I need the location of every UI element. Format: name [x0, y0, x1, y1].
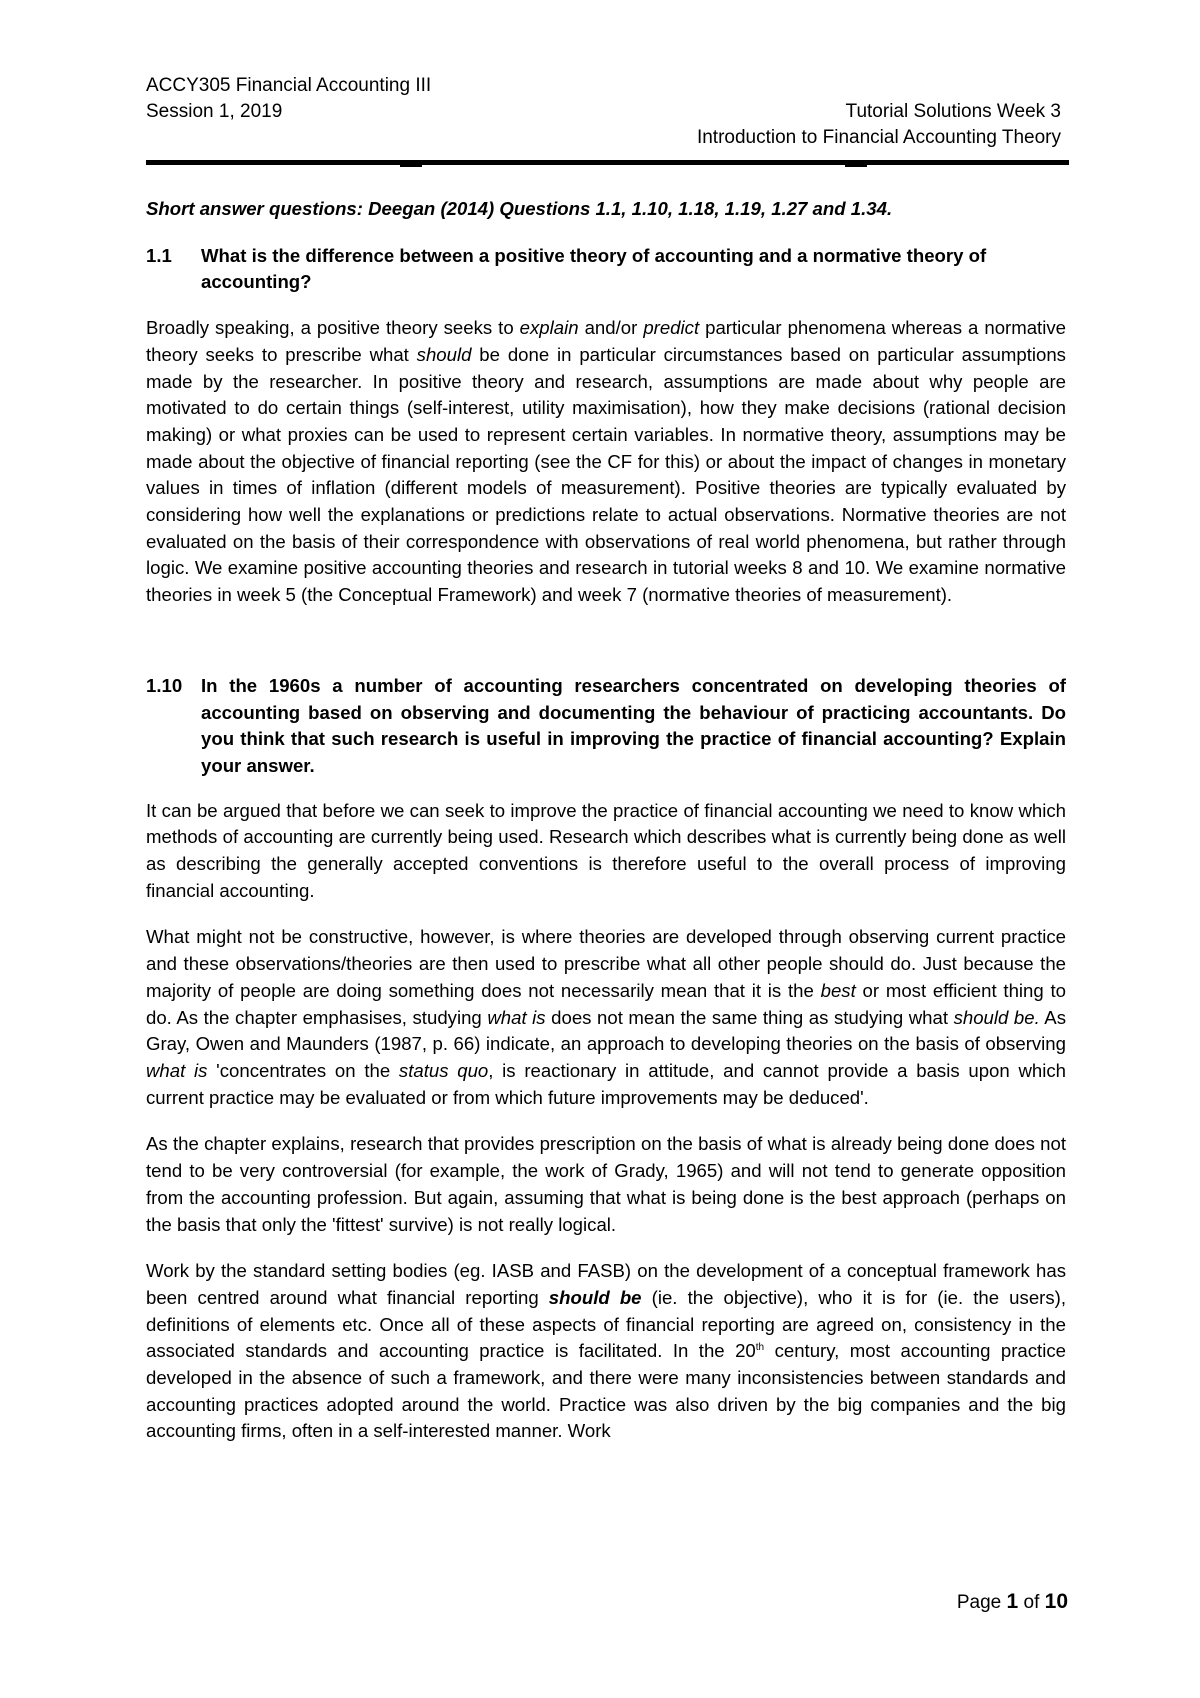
document-subtitle: Introduction to Financial Accounting Theory [696, 127, 1061, 148]
emphasis: should [416, 343, 472, 365]
document-title: Tutorial Solutions Week 3 [845, 101, 1061, 122]
text-run: (ie. the objective), who it is for (ie. the users), definitions of elements etc. Once all of these aspects of financial reporting are agreed on, consistency in the associated standards and accounting practice is facilitated. In the 20 [146, 1286, 1067, 1362]
emphasis: what is [487, 1006, 546, 1028]
emphasis: what is [146, 1059, 208, 1081]
page-number: 1 [1006, 1590, 1019, 1613]
question-number: 1.10 [146, 674, 183, 696]
header-rule [146, 160, 1069, 165]
question-number: 1.1 [146, 244, 172, 266]
answer-1-10-paragraph-1: It can be argued that before we can seek to improve the practice of financial accounting we need to know which methods of accounting are currently being used. Research which describes what is currently being done as well as describing the generally accepted conventions is therefore useful to the overall process of improving financial accounting. [146, 799, 1066, 901]
header-right [697, 99, 1061, 151]
text-run: particular phenomena whereas a normative theory seeks to prescribe what [146, 317, 1066, 365]
course-title: ACCY305 Financial Accounting III [146, 75, 432, 96]
page-footer [957, 1590, 1068, 1614]
answer-1-10-paragraph-2 [146, 924, 1066, 1111]
text-run: and/or [578, 317, 644, 339]
text-run: Broadly speaking, a positive theory seeks to [146, 317, 520, 339]
page-total: 10 [1044, 1590, 1068, 1613]
question-text: What is the difference between a positive theory of accounting and a normative theory of accounting? [201, 244, 987, 293]
bold-emphasis: should be [548, 1286, 642, 1308]
superscript: th [755, 1342, 765, 1354]
session-label: Session 1, 2019 [146, 101, 283, 122]
of-word: of [1023, 1592, 1040, 1613]
question-1-10 [146, 673, 1066, 780]
text-run: As Gray, Owen and Maunders (1987, p. 66) indicate, an approach to developing theories on the basis of observing [146, 1006, 1067, 1055]
document-body [146, 196, 1066, 1445]
emphasis: predict [643, 317, 700, 339]
question-1-1 [146, 243, 1066, 296]
answer-1-10-paragraph-4 [146, 1258, 1066, 1445]
answer-1-10-paragraph-3: As the chapter explains, research that provides prescription on the basis of what is already being done does not tend to be very controversial (for example, the work of Grady, 1965) and will not tend to generate opposition from the accounting profession. But again, assuming that what is being done is the best approach (perhaps on the basis that only the 'fittest' survive) is not really logical. [146, 1133, 1066, 1235]
emphasis: status quo [398, 1059, 489, 1081]
text-run: What might not be constructive, however, is where theories are developed through observing current practice and these observations/theories are then used to prescribe what all other people should do. Just because the majority of people are doing something does not necessarily mean that it is the [146, 926, 1066, 1001]
question-text: In the 1960s a number of accounting researchers concentrated on developing theories of accounting based on observing and documenting the behaviour of practicing accountants. Do you think that such research is useful in improving the practice of financial accounting? Explain your answer. [201, 674, 1066, 776]
emphasis: should be. [953, 1006, 1040, 1028]
header-left [146, 73, 431, 125]
answer-1-1 [146, 315, 1066, 609]
page-word: Page [956, 1592, 1002, 1613]
text-run: , is reactionary in attitude, and cannot provide a basis upon which current practice may be evaluated or from which future improvements may be deduced'. [146, 1059, 1066, 1108]
emphasis: best [820, 979, 856, 1001]
text-run: or most efficient thing to do. As the chapter emphasises, studying [146, 979, 1066, 1028]
emphasis: explain [519, 317, 579, 339]
text-run: century, most accounting practice developed in the absence of such a framework, and there were many inconsistencies between standards and accounting practices adopted around the world. Practice was also driven by the big companies and the big accounting firms, often in a self-interested manner. Work [146, 1340, 1066, 1442]
text-run: Work by the standard setting bodies (eg. IASB and FASB) on the development of a conceptual framework has been centred around what financial reporting [146, 1260, 1066, 1308]
header-rule-mark [845, 165, 867, 167]
text-run: does not mean the same thing as studying what [545, 1006, 954, 1028]
text-run: be done in particular circumstances based on particular assumptions made by the researcher. In positive theory and research, assumptions are made about why people are motivated to do certain things (self-interest, utility maximisation), how they make decisions (rational decision making) or what proxies can be used to represent certain variables. In normative theory, assumptions may be made about the objective of financial reporting (see the CF for this) or about the impact of changes in monetary values in times of inflation (different models of measurement). Positive theories are typically evaluated by considering how well the explanations or predictions relate to actual observations. Normative theories are not evaluated on the basis of their correspondence with observations of real world phenomena, but rather through logic. We examine positive accounting theories and research in tutorial weeks 8 and 10. We examine normative theories in week 5 (the Conceptual Framework) and week 7 (normative theories of measurement). [146, 343, 1066, 606]
header-rule-mark [400, 165, 422, 167]
intro-heading: Short answer questions: Deegan (2014) Questions 1.1, 1.10, 1.18, 1.19, 1.27 and 1.34. [146, 198, 893, 219]
text-run: 'concentrates on the [207, 1059, 399, 1081]
